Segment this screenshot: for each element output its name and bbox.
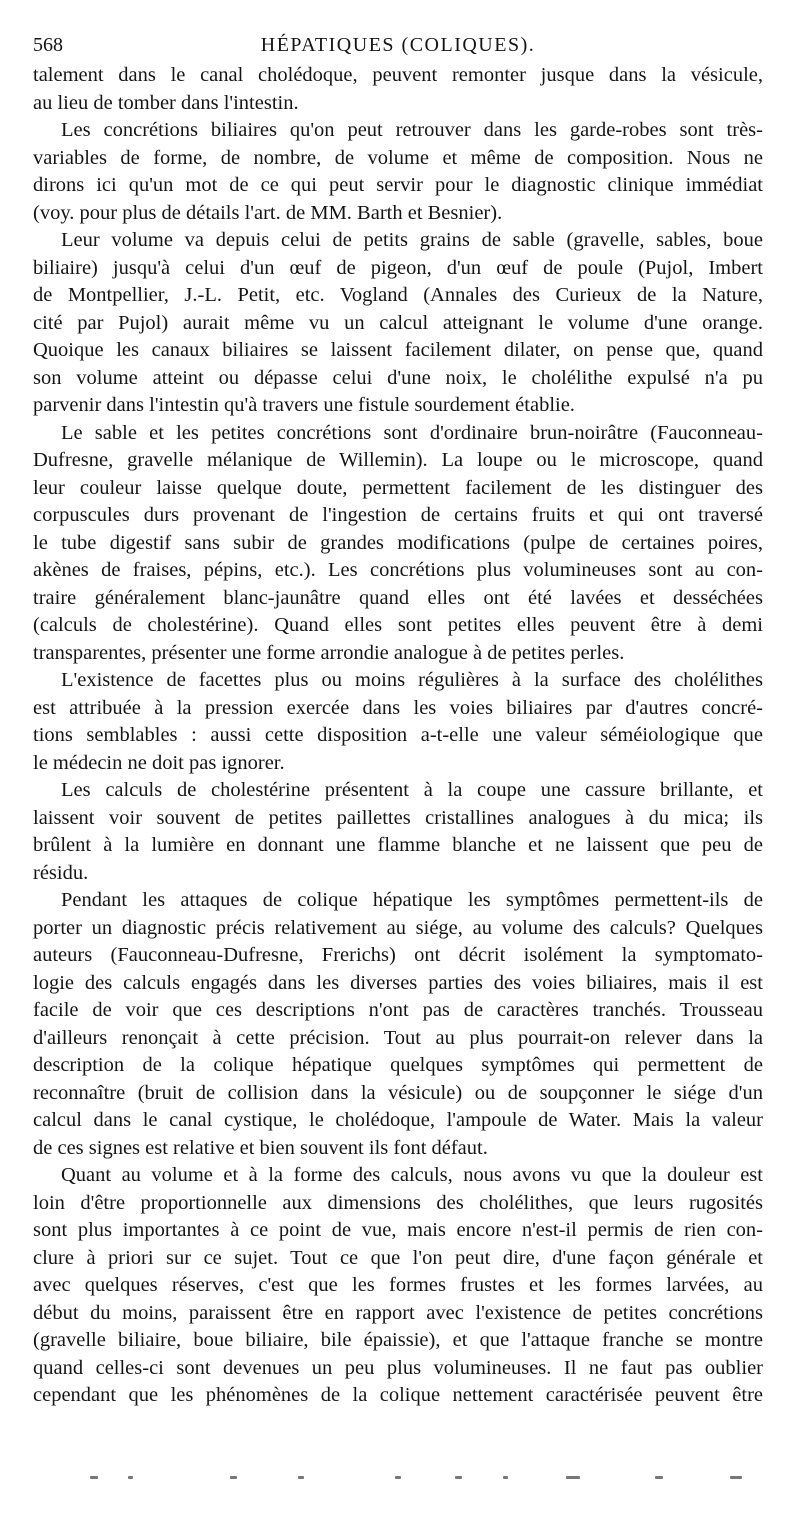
text-line: avec quelques réserves, c'est que les formes frustes et les formes larvées, au	[33, 1274, 763, 1296]
text-line: le tube digestif sans subir de grandes modifications (pulpe de certaines poires,	[33, 531, 763, 554]
text-line: quand celles-ci sont devenues un peu plus volumineuses. Il ne faut pas oublier	[33, 1356, 763, 1379]
text-line: brûlent à la lumière en donnant une flamme blanche et ne laissent que peu de	[33, 834, 763, 856]
text-line: facile de voir que ces descriptions n'ont pas de caractères tranchés. Trousseau	[33, 999, 763, 1021]
text-line: d'ailleurs renonçait à cette précision. Tout au plus pourrait-on relever dans la	[33, 1026, 763, 1049]
text-line: dirons ici qu'un mot de ce qui peut servir pour le diagnostic clinique immédiat	[33, 174, 763, 196]
text-line: L'existence de facettes plus ou moins régulières à la surface des cholélithes	[61, 669, 763, 691]
text-line: sont plus importantes à ce point de vue, mais encore n'est-il permis de rien con-	[33, 1219, 763, 1241]
text-line: son volume atteint ou dépasse celui d'une noix, le cholélithe expulsé n'a pu	[33, 366, 763, 389]
text-line: variables de forme, de nombre, de volume et même de composition. Nous ne	[33, 146, 763, 169]
text-line: laissent voir souvent de petites paillettes cristallines analogues à du mica; ils	[33, 806, 763, 829]
text-line: traire généralement blanc-jaunâtre quand elles ont été lavées et desséchées	[33, 586, 763, 609]
text-line: clure à priori sur ce sujet. Tout ce que l'on peut dire, d'une façon générale et	[33, 1246, 763, 1269]
text-line: Les concrétions biliaires qu'on peut retrouver dans les garde-robes sont très-	[61, 119, 763, 141]
text-line: calcul dans le canal cystique, le cholédoque, l'ampoule de Water. Mais la valeur	[33, 1109, 763, 1131]
text-line: auteurs (Fauconneau-Dufresne, Frerichs) ont décrit isolément la symptomato-	[33, 944, 763, 966]
text-line: cité par Pujol) aurait même vu un calcul atteignant le volume d'une orange.	[33, 311, 763, 334]
running-title: HÉPATIQUES (COLIQUES).	[260, 34, 536, 56]
text-line: Dufresne, gravelle mélanique de Willemin). La loupe ou le microscope, quand	[33, 449, 763, 471]
text-line: reconnaître (bruit de collision dans la vésicule) ou de soupçonner le siége d'un	[33, 1081, 763, 1104]
text-line: Quant au volume et à la forme des calculs, nous avons vu que la douleur est	[61, 1164, 763, 1186]
text-line: de Montpellier, J.-L. Petit, etc. Vogland (Annales des Curieux de la Nature,	[33, 284, 763, 306]
text-line: est attribuée à la pression exercée dans les voies biliaires par d'autres concré-	[33, 696, 763, 719]
text-line: le médecin ne doit pas ignorer.	[33, 751, 285, 774]
text-line: akènes de fraises, pépins, etc.). Les concrétions plus volumineuses sont au con-	[33, 559, 763, 581]
text-line: corpuscules durs provenant de l'ingestion de certains fruits et qui ont traversé	[33, 504, 763, 526]
text-line: cependant que les phénomènes de la colique nettement caractérisée peuvent être	[33, 1384, 763, 1406]
text-line: Pendant les attaques de colique hépatique les symptômes permettent-ils de	[61, 889, 763, 911]
text-line: résidu.	[33, 861, 89, 884]
body-text	[33, 62, 763, 1410]
text-line: Les calculs de cholestérine présentent à la coupe une cassure brillante, et	[61, 779, 763, 801]
text-line: loin d'être proportionnelle aux dimensions des cholélithes, que leurs rugosités	[33, 1191, 763, 1214]
text-line: tions semblables : aussi cette disposition a-t-elle une valeur séméiologique que	[33, 724, 763, 746]
text-line: transparentes, présenter une forme arrondie analogue à de petites perles.	[33, 641, 625, 664]
text-line: talement dans le canal cholédoque, peuvent remonter jusque dans la vésicule,	[33, 64, 763, 86]
text-line: (voy. pour plus de détails l'art. de MM. Barth et Besnier).	[33, 201, 503, 224]
text-line: Quoique les canaux biliaires se laissent facilement dilater, on pense que, quand	[33, 339, 763, 361]
text-line: description de la colique hépatique quelques symptômes qui permettent de	[33, 1054, 763, 1076]
running-head	[33, 30, 763, 60]
footer-bleedthrough-marks	[90, 1476, 750, 1482]
text-line: au lieu de tomber dans l'intestin.	[33, 91, 299, 114]
text-line: Le sable et les petites concrétions sont d'ordinaire brun-noirâtre (Fauconneau-	[61, 421, 763, 444]
text-line: parvenir dans l'intestin qu'à travers une fistule sourdement établie.	[33, 394, 575, 416]
text-line: (gravelle biliaire, boue biliaire, bile épaissie), et que l'attaque franche se montre	[33, 1329, 763, 1351]
text-line: (calculs de cholestérine). Quand elles sont petites elles peuvent être à demi	[33, 614, 763, 636]
text-line: Leur volume va depuis celui de petits grains de sable (gravelle, sables, boue	[61, 229, 763, 251]
text-line: biliaire) jusqu'à celui d'un œuf de pigeon, d'un œuf de poule (Pujol, Imbert	[33, 256, 763, 279]
book-page	[33, 30, 763, 1410]
text-line: de ces signes est relative et bien souvent ils font défaut.	[33, 1136, 488, 1159]
text-line: leur couleur laisse quelque doute, permettent facilement de les distinguer des	[33, 476, 763, 499]
text-line: porter un diagnostic précis relativement au siége, au volume des calculs? Quelques	[33, 916, 763, 939]
text-line: logie des calculs engagés dans les diverses parties des voies biliaires, mais il est	[33, 971, 763, 994]
page-number: 568	[33, 34, 63, 56]
text-line: début du moins, paraissent être en rapport avec l'existence de petites concrétions	[33, 1301, 763, 1324]
